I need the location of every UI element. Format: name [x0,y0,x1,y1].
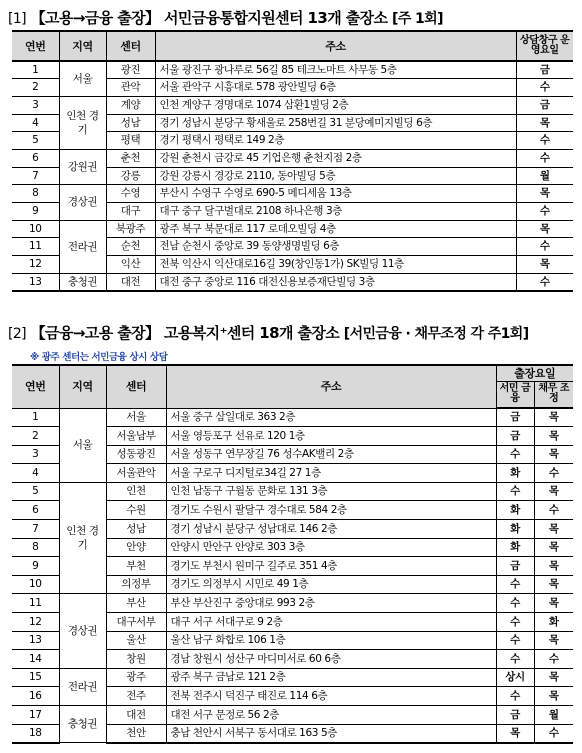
header-no: 연번 [12,31,59,61]
finance-day-cell: 수 [496,575,534,594]
table-row [12,96,573,114]
finance-day-cell: 화 [496,538,534,557]
debt-day-cell: 목 [534,557,573,576]
address-cell: 광주 북구 금남로 121 2층 [166,668,496,687]
center-name: 천안 [106,724,166,743]
region-cell: 서울 [59,408,106,482]
row-number: 5 [12,482,59,501]
table-row [12,706,573,725]
header-address: 주소 [155,31,516,61]
address-cell: 인천 남동구 구월동 문화로 131 3층 [166,482,496,501]
day-cell: 수 [516,149,573,167]
center-name: 순천 [106,238,155,256]
center-name: 인천 [106,482,166,501]
address-cell: 강원 강릉시 경강로 2110, 동아빌딩 5층 [155,167,516,185]
finance-day-cell: 수 [496,650,534,669]
center-name: 수원 [106,501,166,520]
finance-day-cell: 수 [496,482,534,501]
center-name: 성남 [106,114,155,132]
section2-title [8,322,529,343]
header-region: 지역 [59,31,106,61]
address-cell: 서울 광진구 광나루로 56길 85 테크노마트 사무동 5층 [155,61,516,79]
day-cell: 금 [516,96,573,114]
center-name: 울산 [106,631,166,650]
address-cell: 경기 평택시 평택로 149 2층 [155,132,516,150]
row-number: 11 [12,238,59,256]
center-name: 대전 [106,273,155,291]
region-cell: 전라권 [59,220,106,273]
debt-day-cell: 월 [534,706,573,725]
region-cell: 충청권 [59,706,106,743]
row-number: 1 [12,408,59,427]
region-cell: 인천 경기 [59,482,106,594]
center-name: 광진 [106,61,155,79]
day-cell: 월 [516,167,573,185]
row-number: 4 [12,464,59,483]
address-cell: 서울 중구 삼일대로 363 2층 [166,408,496,427]
finance-day-cell: 수 [496,631,534,650]
row-number: 10 [12,575,59,594]
center-name: 춘천 [106,149,155,167]
row-number: 13 [12,631,59,650]
day-cell: 수 [516,132,573,150]
table-row [12,668,573,687]
region-cell: 경상권 [59,185,106,220]
center-name: 관악 [106,79,155,97]
table-row [12,594,573,613]
day-cell: 목 [516,114,573,132]
finance-day-cell: 금 [496,408,534,427]
address-cell: 전북 익산시 익산대로16길 39(창인동1가) SK빌딩 11층 [155,256,516,274]
center-name: 대구서부 [106,613,166,632]
row-number: 5 [12,132,59,150]
debt-day-cell: 목 [534,631,573,650]
section1-title [8,7,443,28]
center-name: 창원 [106,650,166,669]
row-number: 13 [12,273,59,291]
address-cell: 대전 중구 중앙로 116 대전신용보증재단빌딩 3층 [155,273,516,291]
center-name: 성동광진 [106,445,166,464]
row-number: 14 [12,650,59,669]
center-name: 부천 [106,557,166,576]
finance-day-cell: 금 [496,427,534,446]
finance-day-cell: 수 [496,594,534,613]
center-name: 대전 [106,706,166,725]
row-number: 2 [12,427,59,446]
address-cell: 광주 북구 북문대로 117 로데오빌딩 4층 [155,220,516,238]
debt-day-cell: 수 [534,501,573,520]
day-cell: 목 [516,220,573,238]
address-cell: 경기 성남시 분당구 황새울로 258번길 31 분당예미지빌딩 6층 [155,114,516,132]
region-cell: 강원권 [59,149,106,184]
section1-subtitle: [주 1회] [392,11,443,27]
center-name: 북광주 [106,220,155,238]
day-cell: 금 [516,61,573,79]
center-name: 익산 [106,256,155,274]
header-region: 지역 [59,365,106,408]
address-cell: 울산 남구 화합로 106 1층 [166,631,496,650]
debt-day-cell: 목 [534,687,573,706]
header-center: 센터 [106,31,155,61]
row-number: 15 [12,668,59,687]
finance-day-cell: 수 [496,613,534,632]
row-number: 7 [12,167,59,185]
debt-day-cell: 수 [534,650,573,669]
section1-number: [1] [8,11,27,27]
table-row [12,220,573,238]
address-cell: 부산 부산진구 중앙대로 993 2층 [166,594,496,613]
address-cell: 대구 서구 서대구로 9 2층 [166,613,496,632]
row-number: 4 [12,114,59,132]
center-name: 평택 [106,132,155,150]
address-cell: 경기 성남시 분당구 성남대로 146 2층 [166,520,496,539]
debt-day-cell: 목 [534,538,573,557]
finance-day-cell: 상시 [496,668,534,687]
table-row [12,273,573,291]
address-cell: 충남 천안시 서북구 동서대로 163 5층 [166,724,496,743]
address-cell: 전남 순천시 중앙로 39 동양생명빌딩 6층 [155,238,516,256]
row-number: 3 [12,96,59,114]
center-name: 서울관악 [106,464,166,483]
row-number: 8 [12,185,59,203]
debt-day-cell: 수 [534,464,573,483]
header-address: 주소 [166,365,496,408]
row-number: 11 [12,594,59,613]
center-name: 계양 [106,96,155,114]
finance-day-cell: 화 [496,464,534,483]
section1-heading: 【고용→금융 출장】 서민금융통합지원센터 13개 출장소 [30,9,388,27]
finance-day-cell: 금 [496,706,534,725]
debt-day-cell: 목 [534,575,573,594]
debt-day-cell: 목 [534,408,573,427]
address-cell: 경기도 부천시 원미구 길주로 351 4층 [166,557,496,576]
day-cell: 수 [516,79,573,97]
center-name: 광주 [106,668,166,687]
debt-day-cell: 화 [534,613,573,632]
region-cell: 서울 [59,61,106,96]
section2-header-row [12,365,573,381]
table-row [12,408,573,427]
debt-day-cell: 목 [534,445,573,464]
table-row [12,61,573,79]
day-cell: 수 [516,273,573,291]
address-cell: 서울 성동구 연무장길 76 성수AK밸리 2층 [166,445,496,464]
header-no: 연번 [12,365,59,408]
center-name: 부산 [106,594,166,613]
debt-day-cell: 목 [534,427,573,446]
row-number: 2 [12,79,59,97]
header-day: 상담창구 운영요일 [516,31,573,61]
row-number: 16 [12,687,59,706]
section1-table [12,30,573,292]
header-center: 센터 [106,365,166,408]
row-number: 9 [12,203,59,221]
debt-day-cell: 목 [534,520,573,539]
address-cell: 서울 영등포구 선유로 120 1층 [166,427,496,446]
center-name: 수영 [106,185,155,203]
day-cell: 목 [516,185,573,203]
address-cell: 경남 창원시 성산구 마디미서로 60 6층 [166,650,496,669]
section1-header-row [12,31,573,61]
region-cell: 충청권 [59,273,106,291]
center-name: 대구 [106,203,155,221]
header-debt: 채무 조정 [534,381,573,408]
address-cell: 전북 전주시 덕진구 태진로 114 6층 [166,687,496,706]
section2-note: ※ 광주 센터는 서민금융 상시 상담 [30,352,168,363]
row-number: 7 [12,520,59,539]
center-name: 성남 [106,520,166,539]
finance-day-cell: 수 [496,445,534,464]
address-cell: 강원 춘천시 금강로 45 기업은행 춘천지점 2층 [155,149,516,167]
region-cell: 전라권 [59,668,106,705]
address-cell: 인천 계양구 경명대로 1074 삼환1빌딩 2층 [155,96,516,114]
address-cell: 대전 서구 문정로 56 2층 [166,706,496,725]
day-cell: 수 [516,203,573,221]
center-name: 서울남부 [106,427,166,446]
address-cell: 부산시 수영구 수영로 690-5 메디세움 13층 [155,185,516,203]
debt-day-cell: 목 [534,668,573,687]
region-cell: 인천 경기 [59,96,106,149]
row-number: 12 [12,613,59,632]
debt-day-cell: 목 [534,594,573,613]
finance-day-cell: 화 [496,520,534,539]
row-number: 10 [12,220,59,238]
center-name: 안양 [106,538,166,557]
row-number: 17 [12,706,59,725]
finance-day-cell: 화 [496,501,534,520]
row-number: 8 [12,538,59,557]
address-cell: 경기도 수원시 팔달구 경수대로 584 2층 [166,501,496,520]
table-row [12,149,573,167]
finance-day-cell: 목 [496,724,534,743]
day-cell: 수 [516,238,573,256]
address-cell: 서울 관악구 시흥대로 578 광안빌딩 6층 [155,79,516,97]
address-cell: 서울 구로구 디지털로34길 27 1층 [166,464,496,483]
center-name: 전주 [106,687,166,706]
center-name: 강릉 [106,167,155,185]
row-number: 9 [12,557,59,576]
header-visit-day: 출장요일 [496,365,573,381]
region-cell: 경상권 [59,594,106,668]
table-row [12,482,573,501]
debt-day-cell: 목 [534,482,573,501]
row-number: 6 [12,501,59,520]
debt-day-cell: 수 [534,724,573,743]
table-row [12,185,573,203]
center-name: 서울 [106,408,166,427]
address-cell: 대구 중구 달구벌대로 2108 하나은행 3층 [155,203,516,221]
address-cell: 안양시 만안구 안양로 303 3층 [166,538,496,557]
section2-number: [2] [8,326,27,342]
header-finance: 서민 금융 [496,381,534,408]
section2-subtitle: [서민금융 · 채무조정 각 주1회] [343,326,529,342]
center-name: 의정부 [106,575,166,594]
row-number: 18 [12,724,59,743]
section2-table [12,364,573,744]
finance-day-cell: 금 [496,557,534,576]
row-number: 12 [12,256,59,274]
address-cell: 경기도 의정부시 시민로 49 1층 [166,575,496,594]
row-number: 1 [12,61,59,79]
section2-heading: 【금융→고용 출장】 고용복지⁺센터 18개 출장소 [30,324,340,342]
day-cell: 목 [516,256,573,274]
row-number: 3 [12,445,59,464]
finance-day-cell: 수 [496,687,534,706]
row-number: 6 [12,149,59,167]
